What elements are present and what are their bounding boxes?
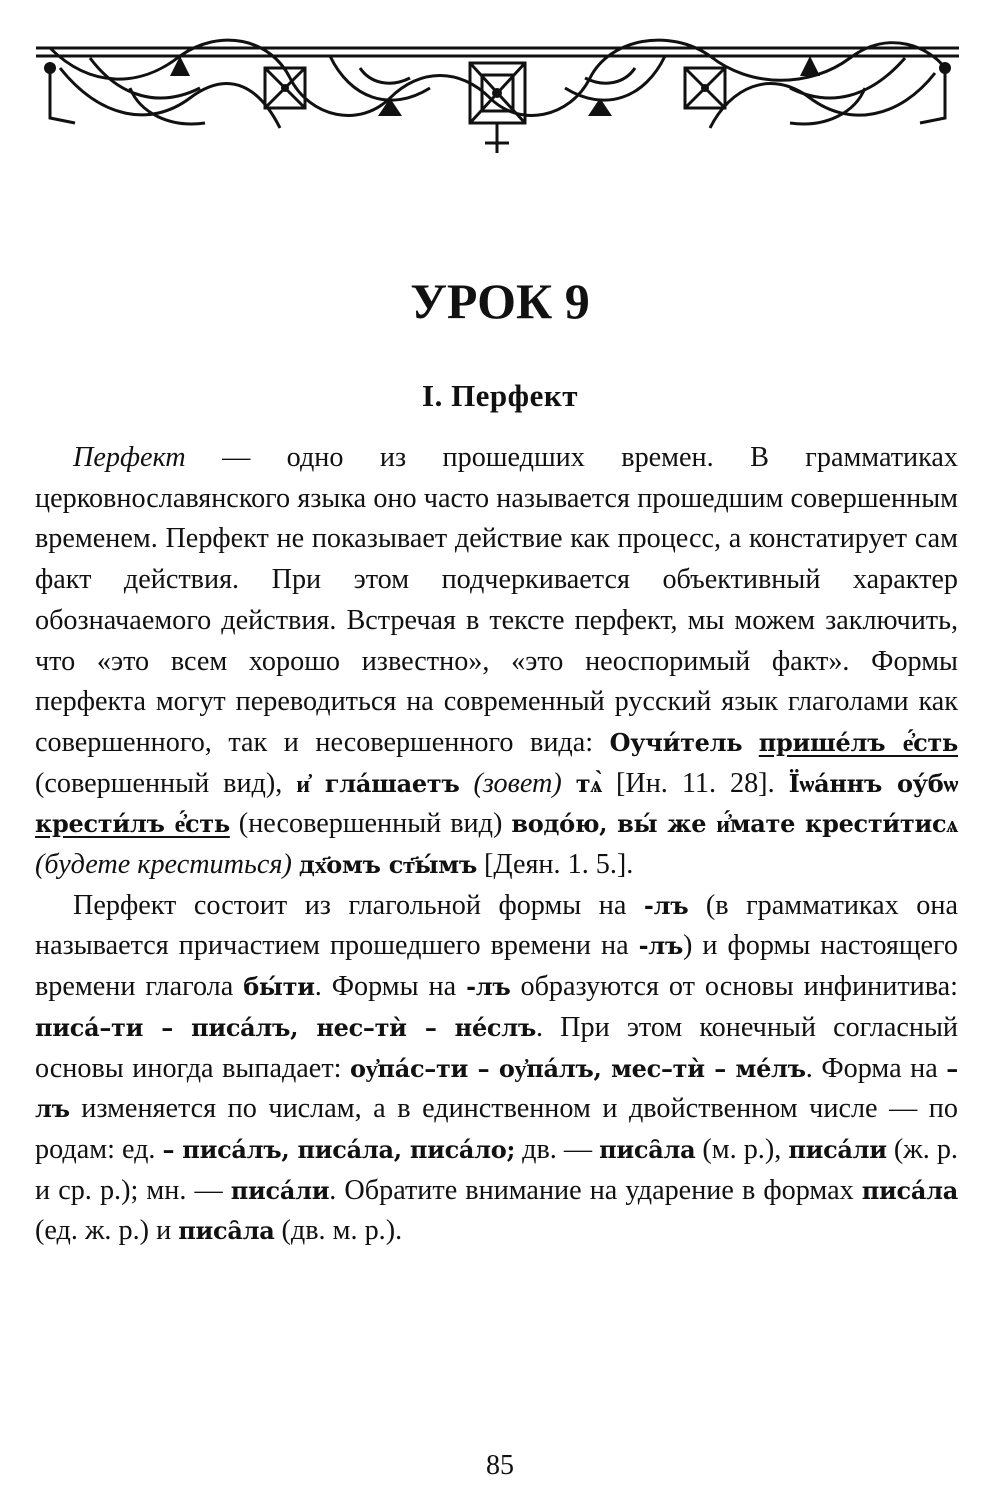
text-segment: (несовершенный вид) xyxy=(229,808,512,840)
church-slavonic-perfect-example: крести́лъ е҆́сть xyxy=(35,809,230,839)
text-segment: . Формы на xyxy=(314,971,467,1003)
text-segment: образуются от основы инфинитива: xyxy=(510,971,959,1003)
church-slavonic-text: Їѡа́ннъ оу́бѡ xyxy=(788,768,958,798)
church-slavonic-text: дх҃омъ ст҃ы́мъ xyxy=(298,850,477,880)
body-text xyxy=(35,438,958,1252)
text-segment xyxy=(562,768,576,799)
text-segment: . Обратите внимание на ударение в формах xyxy=(329,1174,862,1206)
ornamental-headpiece xyxy=(30,28,965,158)
text-segment: — одно из прошедших времен. В грамматиках церковнославянского языка оно часто называется прошедшим совершенным временем. Перфект не показывает действие как процесс, а констатирует сам факт действия. При этом подчеркивается объективный характер обозначаемого действия. Встречая в тексте перфект, мы можем заключить, что «это всем хорошо известно», «это неоспоримый факт». Формы перфекта могут переводиться на современный русский язык глаголами как совершенного, так и несовершенного вида: xyxy=(35,442,958,758)
church-slavonic-text: -лъ xyxy=(643,890,689,920)
text-segment: дв. — xyxy=(515,1133,600,1165)
text-segment: [Деян. 1. 5.]. xyxy=(476,849,634,881)
church-slavonic-text: оу҆па́с–ти – оу҆па́лъ, мес–тѝ – ме́лъ xyxy=(350,1053,806,1083)
text-segment: (ед. ж. р.) и xyxy=(35,1215,179,1247)
paragraph-perfect-definition xyxy=(35,438,958,886)
church-slavonic-text: -лъ xyxy=(638,931,684,961)
translation-gloss: (зовет) xyxy=(473,767,562,799)
church-slavonic-text: писа̑ла xyxy=(599,1134,696,1164)
section-title: I. Перфект xyxy=(422,378,578,413)
church-slavonic-text: водо́ю, вы́ же и҆́мате крести́тисѧ xyxy=(511,809,959,839)
church-slavonic-text: Оучи́тель xyxy=(609,727,743,757)
text-segment: . Форма на xyxy=(805,1052,947,1084)
church-slavonic-text: писа́–ти – писа́лъ, нес–тѝ – не́слъ xyxy=(35,1012,536,1042)
church-slavonic-perfect-example: прише́лъ е҆́сть xyxy=(758,727,958,757)
text-segment: изменяется по числам, а в единственном и двойственном числе — по родам: ед. xyxy=(35,1093,958,1165)
church-slavonic-text: – писа́лъ, писа́ла, писа́ло; xyxy=(162,1134,516,1164)
text-segment xyxy=(292,849,299,880)
church-slavonic-text: писа̑ла xyxy=(178,1216,275,1246)
page-number: 85 xyxy=(486,1450,514,1481)
lesson-title: УРОК 9 xyxy=(410,273,590,329)
church-slavonic-text: писа́ли xyxy=(788,1134,887,1164)
text-segment: (совершенный вид), xyxy=(35,767,297,799)
church-slavonic-text: -лъ xyxy=(466,972,511,1002)
text-segment: ) и формы настоящего времени глагола xyxy=(35,930,959,1003)
text-segment: . При этом конечный согласный основы иногда выпадает: xyxy=(35,1011,959,1084)
church-slavonic-text: тѧ̀ xyxy=(575,768,602,798)
term-perfect: Перфект xyxy=(73,442,186,473)
text-segment: (дв. м. р.). xyxy=(274,1215,403,1247)
church-slavonic-text: бы́ти xyxy=(243,972,315,1002)
church-slavonic-text: и҆ гла́шаетъ xyxy=(296,768,460,798)
paragraph-perfect-formation xyxy=(35,886,958,1252)
text-segment xyxy=(742,727,759,758)
church-slavonic-text: писа́ли xyxy=(230,1175,330,1205)
text-segment: (м. р.), xyxy=(695,1133,789,1165)
church-slavonic-text: –лъ xyxy=(35,1053,958,1124)
text-segment: Перфект состоит из глагольной формы на xyxy=(73,889,644,921)
church-slavonic-text: писа́ла xyxy=(861,1175,958,1205)
text-segment: (в грамматиках она называется причастием прошедшего времени на xyxy=(35,889,958,962)
text-segment: [Ин. 11. 28]. xyxy=(601,767,789,799)
translation-gloss: (будете креститься) xyxy=(35,849,292,881)
text-segment: (ж. р. и ср. р.); мн. — xyxy=(35,1133,958,1206)
text-segment xyxy=(460,768,474,799)
